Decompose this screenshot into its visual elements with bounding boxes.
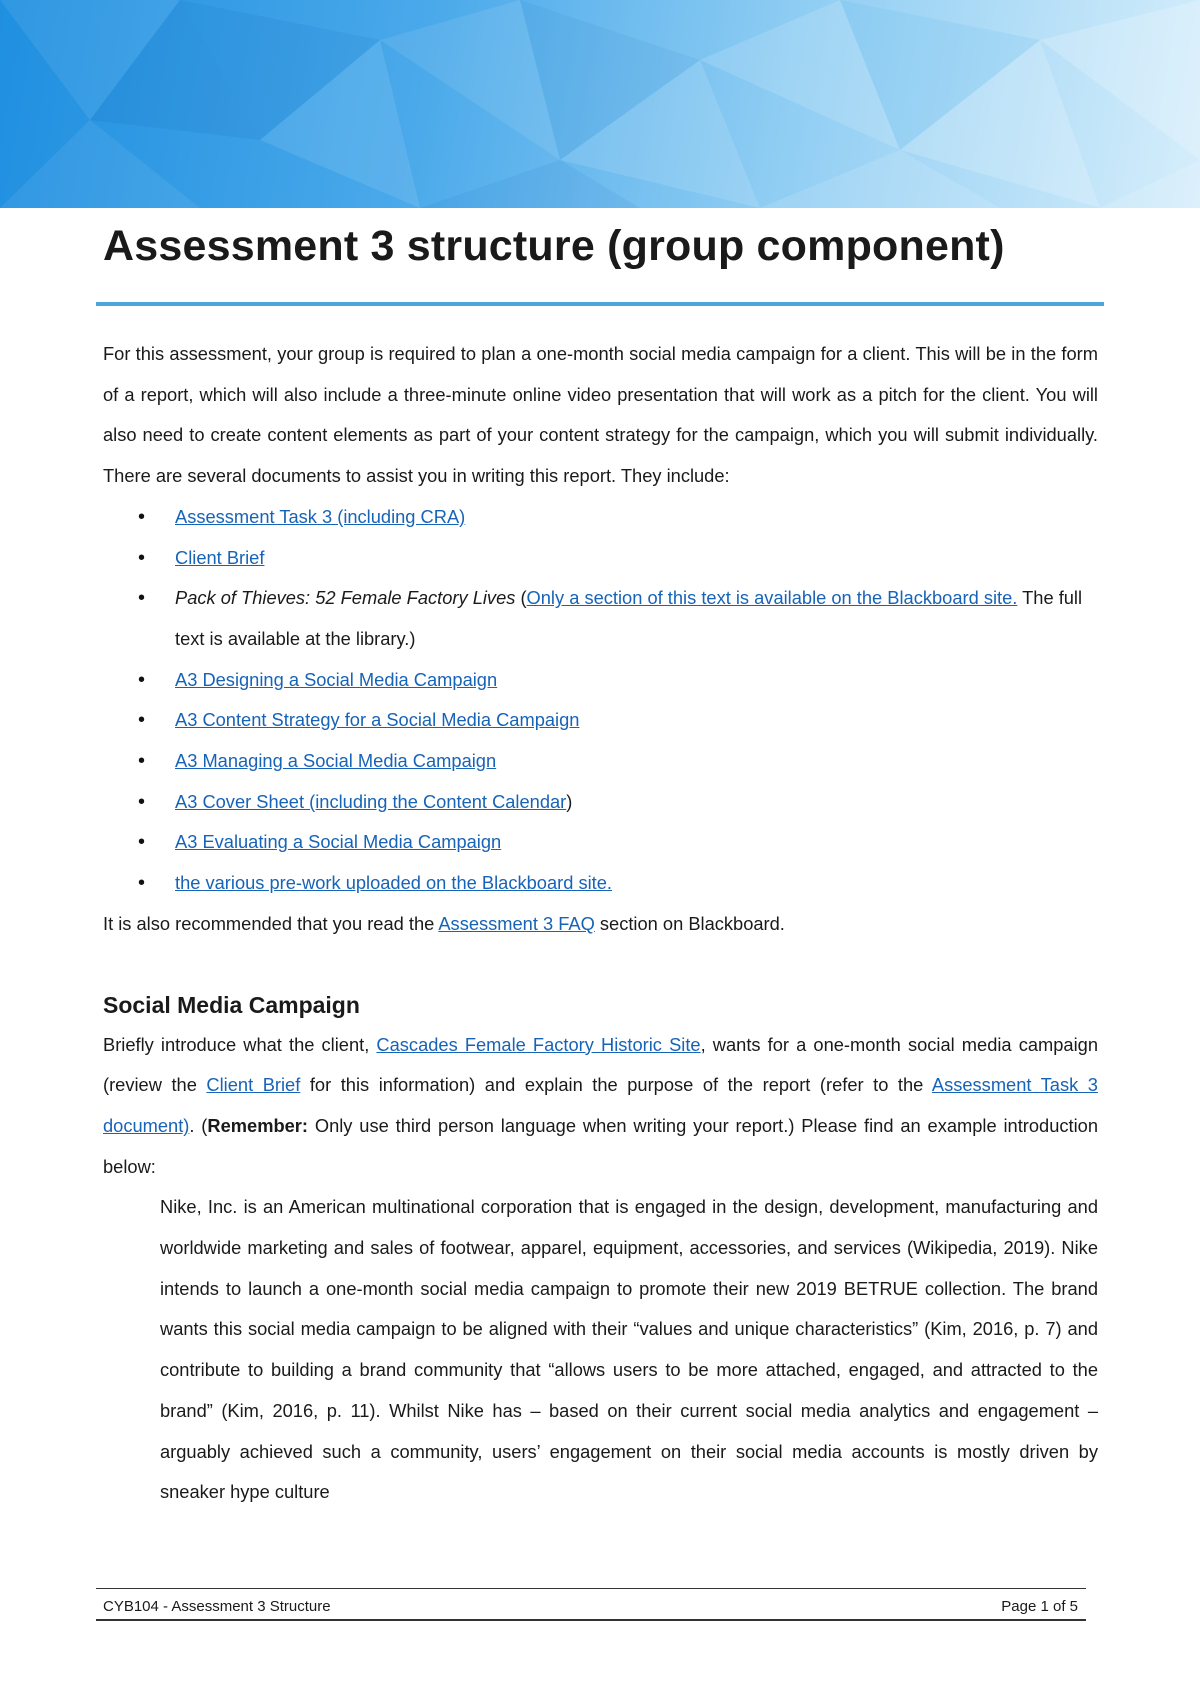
page-title: Assessment 3 structure (group component) [103, 222, 1005, 270]
link-pre-work[interactable]: the various pre-work uploaded on the Blackboard site. [175, 872, 612, 894]
list-item [103, 497, 1098, 538]
faq-paragraph [103, 904, 1098, 945]
link-client-brief-inline[interactable]: Client Brief [206, 1074, 301, 1096]
list-item [103, 782, 1098, 823]
list-item [103, 741, 1098, 782]
link-client-brief[interactable]: Client Brief [175, 546, 265, 568]
text-segment: for this information) and explain the purpose of the report (refer to the [300, 1074, 932, 1096]
text-segment: Briefly introduce what the client, [103, 1033, 377, 1055]
text-segment: Only use third person language when writing your report.) Please find an example introduction below: [103, 1114, 1099, 1177]
link-evaluating-campaign[interactable]: A3 Evaluating a Social Media Campaign [175, 831, 502, 853]
link-assessment-task-3[interactable]: Assessment Task 3 (including CRA) [175, 505, 466, 527]
footer-rule-top [96, 1588, 1086, 1589]
section-heading: Social Media Campaign [103, 991, 360, 1018]
title-underline [96, 302, 1104, 306]
intro-paragraph: For this assessment, your group is required to plan a one-month social media campaign for a client. This will be in the form of a report, which will also include a three-minute online video presentation that will work as a pitch for the client. You will also need to create content elements as part of your content strategy for the campaign, which you will submit individually. There are several documents to assist you in writing this report. They include: [103, 343, 1098, 487]
list-item [103, 700, 1098, 741]
section-intro-paragraph [103, 1025, 1098, 1188]
link-assessment-faq[interactable]: Assessment 3 FAQ [438, 912, 595, 934]
link-assessment-task-document[interactable]: Assessment Task 3 document) [103, 1074, 1098, 1136]
document-body [103, 334, 1098, 1513]
link-content-strategy[interactable]: A3 Content Strategy for a Social Media Campaign [175, 709, 580, 731]
remember-label: Remember: [207, 1114, 308, 1136]
list-item [103, 660, 1098, 701]
link-managing-campaign[interactable]: A3 Managing a Social Media Campaign [175, 750, 497, 772]
list-item [103, 822, 1098, 863]
polygon-pattern [0, 0, 1200, 208]
faq-text-after: section on Blackboard. [594, 912, 785, 934]
link-cascades-site[interactable]: Cascades Female Factory Historic Site [376, 1033, 701, 1055]
list-item [103, 538, 1098, 579]
library-note: The full text is available at the library.) [175, 587, 1083, 649]
text-segment: , wants for a one-month social media campaign (review the [103, 1033, 1098, 1096]
link-cover-sheet[interactable]: A3 Cover Sheet (including the Content Calendar [175, 790, 567, 812]
list-item [103, 863, 1098, 904]
link-designing-campaign[interactable]: A3 Designing a Social Media Campaign [175, 668, 498, 690]
paren-open: ( [515, 587, 527, 609]
text-segment: . ( [189, 1114, 208, 1136]
list-item [103, 578, 1098, 659]
document-list [103, 497, 1098, 904]
faq-text-before: It is also recommended that you read the [103, 912, 439, 934]
footer-course-label: CYB104 - Assessment 3 Structure [103, 1598, 331, 1615]
book-title: Pack of Thieves: 52 Female Factory Lives [175, 587, 516, 609]
page-footer [103, 1598, 1078, 1615]
example-introduction: Nike, Inc. is an American multinational corporation that is engaged in the design, development, manufacturing and worldwide marketing and sales of footwear, apparel, equipment, accessories, and services (Wikipedia, 2019). Nike intends to launch a one-month social media campaign to promote their new 2019 BETRUE collection. The brand wants this social media campaign to be aligned with their “values and unique characteristics” (Kim, 2016, p. 7) and contribute to building a brand community that “allows users to be more attached, engaged, and attracted to the brand” (Kim, 2016, p. 11). Whilst Nike has – based on their current social media analytics and engagement – arguably achieved such a community, users’ engagement on their social media accounts is mostly driven by sneaker hype culture [160, 1196, 1098, 1503]
footer-page-number: Page 1 of 5 [1001, 1598, 1078, 1615]
header-banner [0, 0, 1200, 208]
paren-close: ) [566, 790, 573, 812]
link-blackboard-section[interactable]: Only a section of this text is available on the Blackboard site. [526, 587, 1018, 609]
footer-rule-bottom [96, 1619, 1086, 1621]
